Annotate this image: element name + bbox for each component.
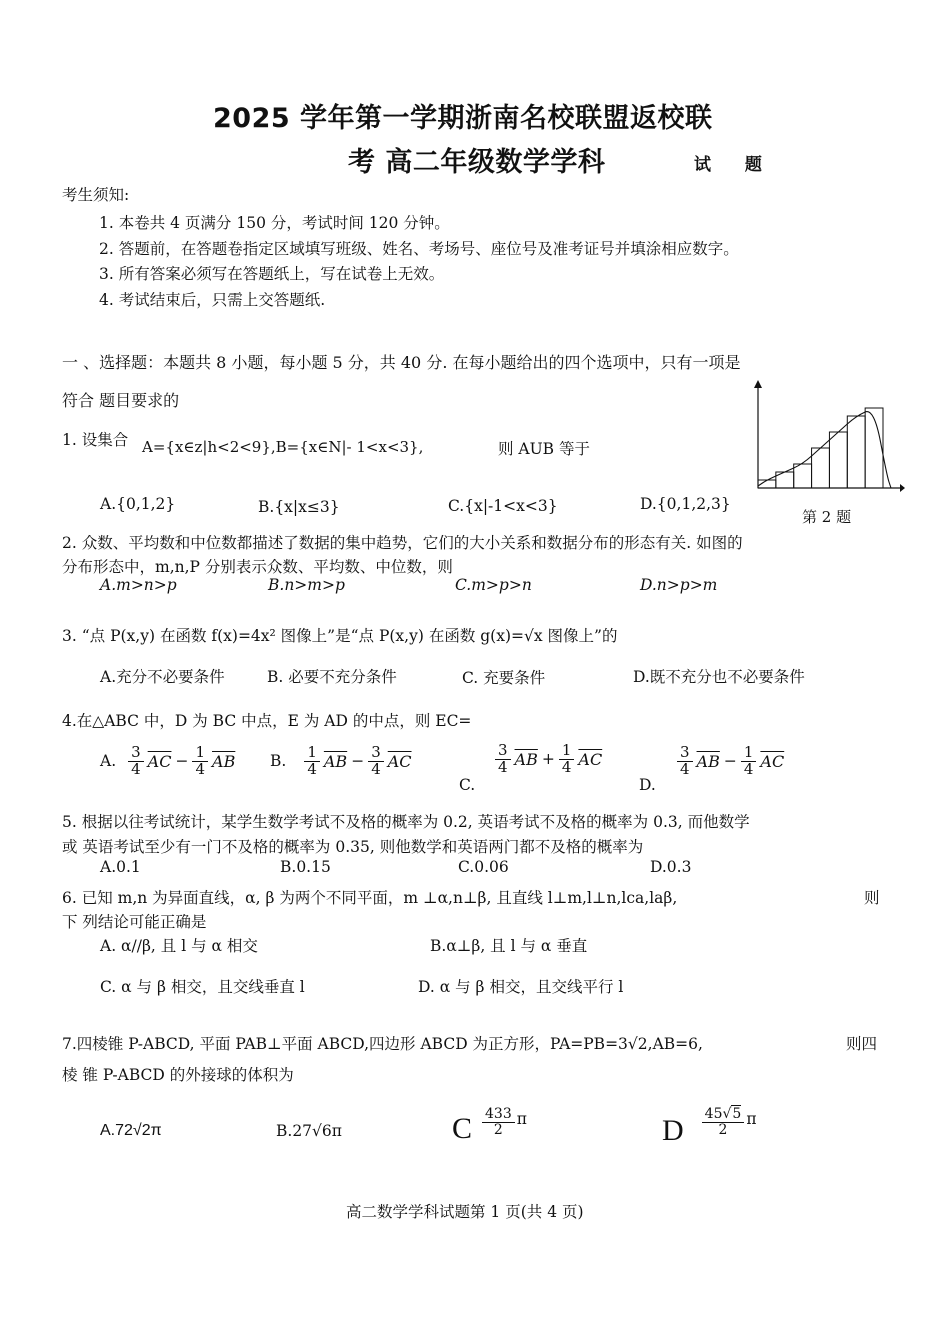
q6-line1-tail: 则 — [864, 889, 880, 907]
q5-option-b: B.0.15 — [280, 858, 331, 876]
q1-set-text: A={x∈z|h<2<9},B={x∈N|- 1<x<3}, — [142, 438, 424, 456]
q3-option-c: C. 充要条件 — [462, 669, 546, 687]
pi-symbol: π — [516, 1110, 527, 1128]
q5-option-a: A.0.1 — [100, 858, 141, 876]
plus-sign: + — [541, 750, 555, 769]
q3-stem: 3. “点 P(x,y) 在函数 f(x)=4x² 图像上”是“点 P(x,y) 在函数 g(x)=√x 图像上”的 — [62, 627, 618, 645]
fraction: $\frac{1}{4}$ — [559, 743, 575, 776]
q1-option-d: D.{0,1,2,3} — [640, 495, 731, 513]
vector-ab: $\overline{AB}$ — [323, 751, 348, 771]
q4-option-b — [270, 745, 412, 778]
notice-item: 3. 所有答案必须写在答题纸上，写在试卷上无效。 — [99, 265, 445, 283]
q1-option-b: B.{x|x≤3} — [258, 498, 340, 516]
q7-line1: 7.四棱锥 P-ABCD, 平面 PAB⊥平面 ABCD,四边形 ABCD 为正方形，PA=PB=3√2,AB=6, — [62, 1035, 703, 1053]
q4-option-d — [677, 745, 784, 778]
q1-option-c: C.{x|-1<x<3} — [448, 497, 558, 515]
q6-option-b: B.α⊥β, 且 l 与 α 垂直 — [430, 937, 588, 955]
option-label: B. — [270, 752, 287, 771]
q7-option-d — [662, 1096, 757, 1148]
fraction: $\frac{433}{2}$ — [482, 1107, 515, 1137]
fraction: $\frac{45√5}{2}$ — [702, 1107, 745, 1137]
q4-label-d: D. — [639, 776, 656, 794]
exam-title-suffix: 试 题 — [694, 155, 776, 175]
exam-title-line1: 2025 学年第一学期浙南名校联盟返校联 — [213, 103, 713, 134]
exam-title-line2: 考 高二年级数学学科 — [348, 147, 606, 178]
q1-prefix: 1. 设集合 — [62, 431, 129, 449]
q4-option-c — [495, 743, 602, 776]
q6-option-d: D. α 与 β 相交，且交线平行 l — [418, 978, 624, 996]
q7-option-c — [452, 1098, 527, 1146]
fraction: $\frac{3}{4}$ — [128, 745, 144, 778]
q5-line1: 5. 根据以往考试统计，某学生数学考试不及格的概率为 0.2, 英语考试不及格的概率为 0.3, 而他数学 — [62, 813, 750, 831]
notice-heading: 考生须知: — [62, 186, 130, 204]
histogram-bar — [794, 464, 812, 488]
fraction: $\frac{1}{4}$ — [192, 745, 208, 778]
q3-option-d: D.既不充分也不必要条件 — [633, 668, 805, 686]
y-axis-arrow — [754, 380, 762, 388]
x-axis-arrow — [900, 484, 905, 492]
fraction: $\frac{1}{4}$ — [304, 745, 320, 778]
page-footer: 高二数学学科试题第 1 页(共 4 页) — [346, 1203, 584, 1221]
q2-line2: 分布形态中，m,n,P 分别表示众数、平均数、中位数，则 — [62, 558, 453, 576]
q1-option-a: A.{0,1,2} — [100, 495, 176, 513]
section-heading: 一 、选择题：本题共 8 小题，每小题 5 分，共 40 分. 在每小题给出的四个选项中，只有一项是 — [62, 353, 741, 372]
q3-option-a: A.充分不必要条件 — [100, 668, 225, 686]
q4-label-c: C. — [459, 776, 476, 794]
option-label: A. — [100, 752, 117, 771]
q7-line1-tail: 则四 — [846, 1035, 878, 1053]
density-curve — [758, 412, 891, 488]
option-label: D — [662, 1114, 684, 1147]
q6-line1: 6. 已知 m,n 为异面直线，α, β 为两个不同平面，m ⊥α,n⊥β, 且直线 l⊥m,l⊥n,lca,laβ, — [62, 889, 678, 907]
q7-option-a: A.72√2π — [100, 1122, 162, 1139]
q2-line1: 2. 众数、平均数和中位数都描述了数据的集中趋势，它们的大小关系和数据分布的形态有关. 如图的 — [62, 534, 743, 552]
fraction: $\frac{1}{4}$ — [741, 745, 757, 778]
q5-option-c: C.0.06 — [458, 858, 509, 876]
vector-ac: $\overline{AC}$ — [760, 751, 785, 771]
section-heading-line2: 符合 题目要求的 — [62, 391, 180, 410]
q7-option-b: B.27√6π — [276, 1122, 342, 1140]
q2-option-b: B.n>m>p — [268, 576, 345, 594]
fraction: $\frac{3}{4}$ — [368, 745, 384, 778]
notice-item: 4. 考试结束后，只需上交答题纸. — [99, 291, 326, 309]
q2-option-d: D.n>p>m — [640, 576, 718, 594]
minus-sign: − — [351, 752, 365, 771]
q2-option-c: C.m>p>n — [455, 576, 532, 594]
q6-line2: 下 列结论可能正确是 — [62, 913, 207, 931]
q1-tail: 则 AUB 等于 — [498, 440, 591, 458]
vector-ab: $\overline{AB}$ — [696, 751, 720, 771]
q6-option-c: C. α 与 β 相交，且交线垂直 l — [100, 978, 305, 996]
q5-line2: 或 英语考试至少有一门不及格的概率为 0.35, 则他数学和英语两门都不及格的概率为 — [62, 838, 644, 856]
q3-option-b: B. 必要不充分条件 — [267, 668, 397, 686]
option-label: C — [452, 1112, 473, 1145]
fraction: $\frac{3}{4}$ — [495, 743, 511, 776]
figure-caption: 第 2 题 — [802, 508, 852, 526]
histogram-figure — [745, 380, 905, 498]
minus-sign: − — [175, 752, 189, 771]
notice-item: 2. 答题前，在答题卷指定区域填写班级、姓名、考场号、座位号及准考证号并填涂相应数字。 — [99, 240, 739, 258]
q2-option-a: A.m>n>p — [100, 576, 177, 594]
q4-option-a — [100, 745, 235, 778]
q5-option-d: D.0.3 — [650, 858, 692, 876]
vector-ac: $\overline{AC}$ — [147, 751, 172, 771]
q6-option-a: A. α//β, 且 l 与 α 相交 — [100, 937, 258, 955]
vector-ac: $\overline{AC}$ — [578, 749, 603, 769]
histogram-bar — [829, 432, 847, 488]
pi-symbol: π — [746, 1110, 757, 1128]
q4-stem: 4.在△ABC 中，D 为 BC 中点，E 为 AD 的中点，则 EC= — [62, 712, 472, 730]
notice-item: 1. 本卷共 4 页满分 150 分，考试时间 120 分钟。 — [99, 214, 450, 232]
q7-line2: 棱 锥 P-ABCD 的外接球的体积为 — [62, 1066, 294, 1084]
vector-ab: $\overline{AB}$ — [212, 751, 236, 771]
vector-ab: $\overline{AB}$ — [514, 749, 538, 769]
minus-sign: − — [723, 752, 737, 771]
histogram-bar — [847, 416, 865, 488]
fraction: $\frac{3}{4}$ — [677, 745, 693, 778]
vector-ac: $\overline{AC}$ — [387, 751, 412, 771]
